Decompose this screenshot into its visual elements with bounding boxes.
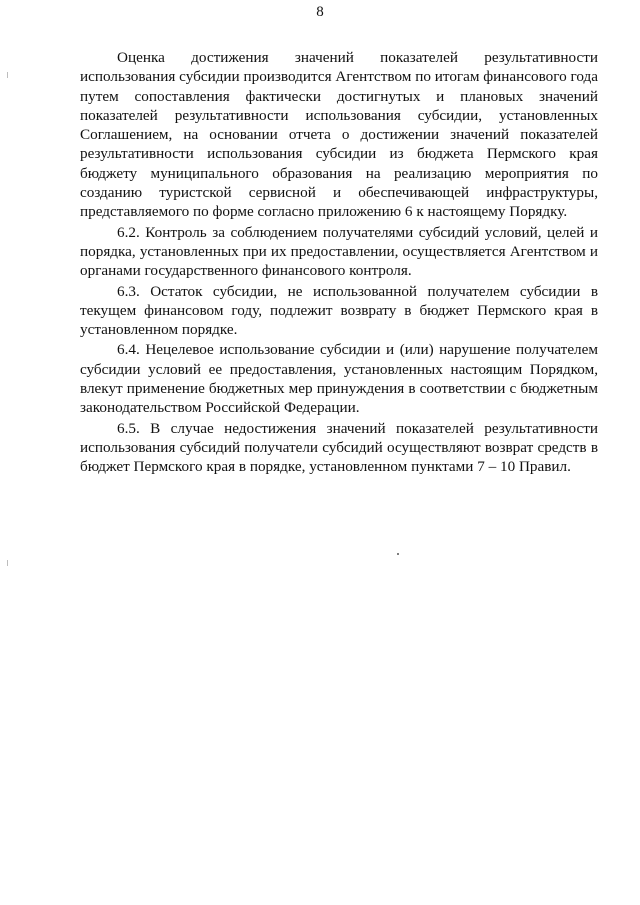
paragraph-6-3: 6.3. Остаток субсидии, не использованной получателем субсидии в текущем финансовом году, подлежит возврату в бюджет Пермского края в установленном порядке. bbox=[80, 282, 598, 339]
paragraph-6-5: 6.5. В случае недостижения значений показателей результативности использования субсидий получатели субсидий осуществляют возврат средств в бюджет Пермского края в порядке, установленном пунктами 7 – 10 Правил. bbox=[80, 419, 598, 476]
paragraph-6-2: 6.2. Контроль за соблюдением получателями субсидий условий, целей и порядка, установленных при их предоставлении, осуществляется Агентством и органами государственного финансового контроля. bbox=[80, 223, 598, 280]
page-number: 8 bbox=[316, 4, 324, 20]
scan-speck bbox=[397, 553, 399, 555]
paragraph-evaluation: Оценка достижения значений показателей результативности использования субсидии производится Агентством по итогам финансового года путем сопоставления фактически достигнутых и плановых значений показателей результативности использования субсидии, установленных Соглашением, на основании отчета о достижении значений показателей результативности использования субсидии из бюджета Пермского края бюджету муниципального образования на реализацию мероприятия по созданию туристской сервисной и обеспечивающей инфраструктуры, представляемого по форме согласно приложению 6 к настоящему Порядку. bbox=[80, 49, 598, 221]
paragraph-6-4: 6.4. Нецелевое использование субсидии и (или) нарушение получателем субсидии условий ее предоставления, установленных настоящим Порядком, влекут применение бюджетных мер принуждения в соответствии с бюджетным законодательством Российской Федерации. bbox=[80, 341, 598, 417]
scan-edge-mark bbox=[7, 72, 8, 78]
document-body bbox=[80, 48, 598, 477]
scan-edge-mark bbox=[7, 560, 8, 566]
